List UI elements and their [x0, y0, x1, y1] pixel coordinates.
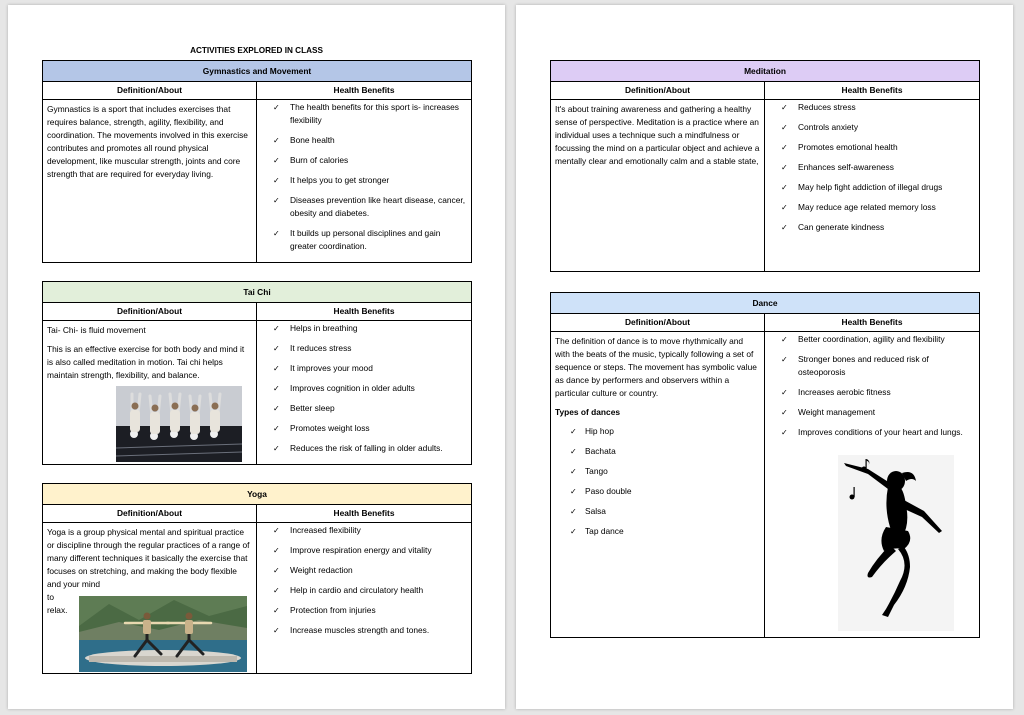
- check-icon: ✓: [273, 176, 280, 185]
- list-item: ✓ Reduces the risk of falling in older adults.: [273, 443, 443, 453]
- check-icon: ✓: [781, 163, 788, 172]
- check-icon: ✓: [781, 428, 788, 437]
- list-item: ✓ Protection from injuries: [273, 605, 376, 615]
- yoga-photo: [79, 596, 247, 672]
- taichi-definition-line1: Tai- Chi- is fluid movement: [47, 325, 146, 335]
- dance-types-list: [555, 425, 760, 538]
- dancer-silhouette-image: [838, 455, 954, 631]
- check-icon: ✓: [273, 156, 280, 165]
- gymnastics-title: Gymnastics and Movement: [202, 65, 312, 76]
- check-icon: ✓: [570, 527, 577, 536]
- gymnastics-header: [43, 61, 472, 82]
- check-icon: ✓: [781, 388, 788, 397]
- check-icon: ✓: [273, 606, 280, 615]
- check-icon: ✓: [781, 408, 788, 417]
- list-item: ✓ Promotes emotional health: [781, 142, 898, 152]
- check-icon: ✓: [273, 424, 280, 433]
- list-item: ✓ Better sleep: [273, 403, 335, 413]
- list-item: ✓ Paso double: [570, 486, 632, 496]
- taichi-table: [42, 281, 472, 465]
- list-item: ✓ Stronger bones and reduced risk of osteoporosis: [781, 354, 929, 377]
- check-icon: ✓: [273, 324, 280, 333]
- list-item: ✓ Can generate kindness: [781, 222, 885, 232]
- gymnastics-col-benefits: Health Benefits: [257, 82, 472, 100]
- list-item: ✓ Bone health: [273, 135, 335, 145]
- list-item: ✓ It improves your mood: [273, 363, 373, 373]
- list-item: ✓ Better coordination, agility and flexibility: [781, 334, 945, 344]
- list-item: ✓ Weight redaction: [273, 565, 353, 575]
- list-item: ✓ The health benefits for this sport is- increases flexibility: [273, 102, 459, 125]
- taichi-title: Tai Chi: [243, 286, 271, 297]
- check-icon: ✓: [781, 223, 788, 232]
- dance-benefits-list: [781, 333, 975, 439]
- check-icon: ✓: [273, 546, 280, 555]
- check-icon: ✓: [781, 203, 788, 212]
- taichi-definition-line2: This is an effective exercise for both body and mind it is also called meditation in motion. Tai chi helps maintain strength, flexibility, and balance.: [47, 344, 245, 380]
- check-icon: ✓: [273, 103, 280, 112]
- meditation-benefits-list: [781, 101, 975, 234]
- dance-table: [550, 292, 980, 638]
- meditation-table: [550, 60, 980, 272]
- yoga-definition: Yoga is a group physical mental and spiritual practice or discipline through the regular practices of a range of many different techniques it basically the exercise that focuses on stretching, and making the body flexible and your mind: [47, 527, 250, 589]
- taichi-benefits-list: [273, 322, 467, 455]
- list-item: ✓ Enhances self-awareness: [781, 162, 894, 172]
- check-icon: ✓: [570, 507, 577, 516]
- taichi-header: [43, 282, 472, 303]
- dance-col-definition: Definition/About: [551, 314, 765, 332]
- yoga-table: [42, 483, 472, 674]
- yoga-benefits-list: [273, 524, 467, 637]
- check-icon: ✓: [273, 626, 280, 635]
- document-title: ACTIVITIES EXPLORED IN CLASS: [190, 46, 323, 55]
- check-icon: ✓: [570, 447, 577, 456]
- list-item: ✓ Promotes weight loss: [273, 423, 370, 433]
- list-item: ✓ Increased flexibility: [273, 525, 361, 535]
- yoga-col-definition: Definition/About: [43, 505, 257, 523]
- yoga-definition-to: to: [47, 592, 54, 602]
- list-item: ✓ Reduces stress: [781, 102, 856, 112]
- dance-col-benefits: Health Benefits: [765, 314, 980, 332]
- check-icon: ✓: [781, 335, 788, 344]
- gymnastics-table: [42, 60, 472, 263]
- check-icon: ✓: [781, 143, 788, 152]
- check-icon: ✓: [273, 566, 280, 575]
- list-item: ✓ Increase muscles strength and tones.: [273, 625, 430, 635]
- check-icon: ✓: [273, 444, 280, 453]
- check-icon: ✓: [781, 355, 788, 364]
- check-icon: ✓: [570, 467, 577, 476]
- gymnastics-definition: Gymnastics is a sport that includes exercises that requires balance, strength, agility, flexibility, and coordination. The movements involved in this exercise contributes and promotes all round physical development, like muscular strength, joints and core strength that are required for everyday living.: [43, 100, 257, 263]
- check-icon: ✓: [781, 103, 788, 112]
- meditation-col-benefits: Health Benefits: [765, 82, 980, 100]
- list-item: ✓ Improve respiration energy and vitality: [273, 545, 432, 555]
- check-icon: ✓: [273, 364, 280, 373]
- taichi-col-definition: Definition/About: [43, 303, 257, 321]
- check-icon: ✓: [273, 586, 280, 595]
- yoga-col-benefits: Health Benefits: [257, 505, 472, 523]
- list-item: ✓ Helps in breathing: [273, 323, 358, 333]
- list-item: ✓ Tango: [570, 466, 608, 476]
- check-icon: ✓: [570, 487, 577, 496]
- check-icon: ✓: [273, 196, 280, 205]
- list-item: ✓ It reduces stress: [273, 343, 352, 353]
- check-icon: ✓: [570, 427, 577, 436]
- list-item: ✓ Help in cardio and circulatory health: [273, 585, 424, 595]
- list-item: ✓ Diseases prevention like heart disease, cancer, obesity and diabetes.: [273, 195, 466, 218]
- yoga-definition-relax: relax.: [47, 605, 68, 615]
- gymnastics-col-definition: Definition/About: [43, 82, 257, 100]
- yoga-header: [43, 484, 472, 505]
- list-item: ✓ Increases aerobic fitness: [781, 387, 891, 397]
- check-icon: ✓: [273, 136, 280, 145]
- list-item: ✓ Controls anxiety: [781, 122, 859, 132]
- list-item: ✓ May reduce age related memory loss: [781, 202, 936, 212]
- gymnastics-benefits-list: [273, 101, 467, 253]
- check-icon: ✓: [781, 123, 788, 132]
- check-icon: ✓: [273, 526, 280, 535]
- taichi-col-benefits: Health Benefits: [257, 303, 472, 321]
- list-item: ✓ Burn of calories: [273, 155, 349, 165]
- dance-header: [551, 293, 980, 314]
- document-page-right: [516, 5, 1013, 709]
- meditation-col-definition: Definition/About: [551, 82, 765, 100]
- dance-definition: The definition of dance is to move rhythmically and with the beats of the music, typically following a set of sequence or steps. The movement has symbolic value as dance by performers and observers within a particular culture or country.: [555, 336, 757, 398]
- list-item: ✓ Hip hop: [570, 426, 614, 436]
- check-icon: ✓: [781, 183, 788, 192]
- yoga-title: Yoga: [247, 488, 267, 499]
- list-item: ✓ Weight management: [781, 407, 876, 417]
- meditation-header: [551, 61, 980, 82]
- list-item: ✓ It builds up personal disciplines and gain greater coordination.: [273, 228, 441, 251]
- meditation-title: Meditation: [744, 65, 786, 76]
- list-item: ✓ Salsa: [570, 506, 606, 516]
- meditation-definition: It's about training awareness and gathering a healthy sense of perspective. Meditation is a practice where an individual uses a technique such a mindfulness or focussing the mind on a particular object and achieve a mentally clear and emotionally calm and a stable state,: [551, 100, 765, 272]
- list-item: ✓ Improves cognition in older adults: [273, 383, 415, 393]
- list-item: ✓ Bachata: [570, 446, 616, 456]
- check-icon: ✓: [273, 404, 280, 413]
- check-icon: ✓: [273, 229, 280, 238]
- dance-types-heading: Types of dances: [555, 407, 621, 417]
- dance-title: Dance: [752, 297, 778, 308]
- taichi-photo: [116, 386, 242, 462]
- list-item: ✓ May help fight addiction of illegal drugs: [781, 182, 943, 192]
- check-icon: ✓: [273, 344, 280, 353]
- document-page-left: [8, 5, 505, 709]
- list-item: ✓ Improves conditions of your heart and lungs.: [781, 427, 963, 437]
- list-item: ✓ It helps you to get stronger: [273, 175, 390, 185]
- list-item: ✓ Tap dance: [570, 526, 624, 536]
- check-icon: ✓: [273, 384, 280, 393]
